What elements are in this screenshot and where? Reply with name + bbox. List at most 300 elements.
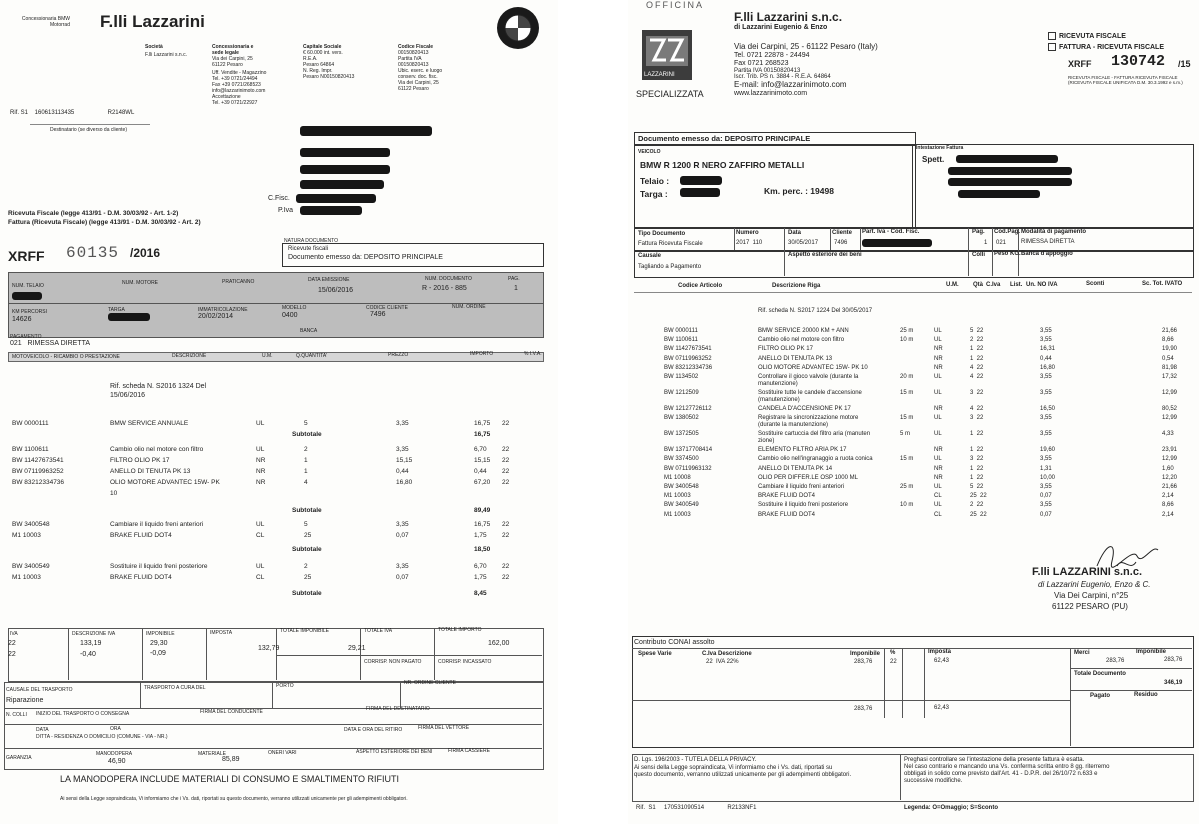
line-total: 12,99 xyxy=(1162,456,1178,463)
line-unit: 1,31 xyxy=(1040,465,1052,472)
pct-value: 22 xyxy=(890,659,897,665)
line-vat: 22 xyxy=(502,574,510,581)
line-total: 1,60 xyxy=(1162,465,1174,472)
line-unit: 0,07 xyxy=(1040,493,1052,500)
h-ordine: NUM. ORDINE xyxy=(452,304,486,310)
line-unit: 3,55 xyxy=(1040,456,1052,463)
veicolo-label: VEICOLO xyxy=(638,149,661,155)
colli-label: N. COLLI xyxy=(6,712,27,718)
line-desc: BRAKE FLUID DOT4 xyxy=(758,511,816,518)
redacted-name xyxy=(300,126,432,136)
causale-label: Causale xyxy=(638,253,662,259)
line-um: UL xyxy=(256,420,265,427)
intestazione-label: Intestazione Fattura xyxy=(916,145,964,151)
line-time: 15 m xyxy=(900,390,914,396)
banca-label: Banca d'appoggio xyxy=(1021,251,1073,257)
line-um: CL xyxy=(256,532,265,539)
line-desc: Sostituire cartuccia del filtro aria (manuten zione) xyxy=(758,431,871,445)
line-qty: Subtotale xyxy=(292,546,322,553)
line-time: 15 m xyxy=(900,456,914,463)
line-qty: 5 xyxy=(304,420,308,427)
line-um: CL xyxy=(934,493,942,500)
line-qty-iva: 2 22 xyxy=(970,502,984,509)
spese-label: Spese Varie xyxy=(638,651,672,657)
line-total: 21,66 xyxy=(1162,484,1178,490)
line-code: M1 10008 xyxy=(664,474,691,481)
ditta-label: DITTA - RESIDENZA O DOMICILIO (COMUNE - VIA - NR.) xyxy=(36,734,168,740)
brand-title: F.lli Lazzarini s.n.c. xyxy=(734,10,843,24)
col-sconti: Sconti xyxy=(1086,281,1105,287)
tel: Tel. 0721 22878 - 24494 xyxy=(734,52,810,59)
h-codpag: Cod.Pag. xyxy=(994,229,1021,235)
line-desc: ANELLO DI TENUTA PK 14 xyxy=(758,465,833,472)
pag-value: 1 xyxy=(984,240,988,246)
line-code: BW 1134502 xyxy=(664,374,699,380)
h-tipo: Tipo Documento xyxy=(638,231,686,237)
line-vat: 22 xyxy=(502,420,510,427)
causale-box xyxy=(634,250,1194,278)
line-total: 8,66 xyxy=(1162,337,1174,344)
h-pagamento: PAGAMENTO xyxy=(10,334,42,340)
h-data: DATA EMISSIONE xyxy=(308,277,350,283)
line-unit: 10,00 xyxy=(1040,474,1056,481)
line-qty-iva: 1 22 xyxy=(970,465,984,472)
line-price: 0,07 xyxy=(396,532,409,539)
capital-label: Capitale Sociale xyxy=(303,44,342,50)
line-time: 15 m xyxy=(900,415,914,422)
line-desc: OLIO PER DIFFER.LE OSP 1000 ML xyxy=(758,474,858,481)
web: www.lazzarinimoto.com xyxy=(734,90,808,97)
line-desc: Cambio olio nell'ingranaggio a ruota conica xyxy=(758,456,873,463)
desc-1: 133,19 xyxy=(80,640,102,647)
imponibile-r-label: Imponibile xyxy=(1136,649,1166,655)
line-total: 0,54 xyxy=(1162,355,1174,362)
line-qty-iva: 1 22 xyxy=(970,474,984,481)
modello-value: 0400 xyxy=(282,312,298,319)
cliente-value: 7496 xyxy=(834,240,848,246)
numdoc-value: R - 2016 - 885 xyxy=(422,285,467,292)
line-desc: Cambio olio nel motore con filtro xyxy=(758,337,845,344)
totdoc-label: Totale Documento xyxy=(1074,671,1126,677)
line-um: UL xyxy=(934,484,942,490)
line-unit: 16,50 xyxy=(1040,406,1056,412)
line-um: NR xyxy=(934,346,943,353)
merci-label: Merci xyxy=(1074,650,1090,656)
dealer-tag: Concessionaria BMW Motorrad xyxy=(21,16,70,28)
natura-value: Ricevute fiscali xyxy=(288,246,329,252)
imp-1: 29,30 xyxy=(150,640,168,647)
h-immatr: IMMATRICOLAZIONE xyxy=(198,307,248,313)
col-um: U.M. xyxy=(262,353,273,359)
line-total: 21,66 xyxy=(1162,328,1178,334)
line-qty: 2 xyxy=(304,446,308,453)
line-total: 17,32 xyxy=(1162,374,1178,380)
line-um: CL xyxy=(256,574,265,581)
h-motore: NUM. MOTORE xyxy=(122,280,159,286)
line-vat: 22 xyxy=(502,446,510,453)
receipt-number: 130742 xyxy=(1111,53,1166,70)
imponibile-value-2: 283,76 xyxy=(854,706,873,712)
line-desc: BRAKE FLUID DOT4 xyxy=(758,493,816,500)
spett-label: Spett. xyxy=(922,155,945,164)
totiva-value: 29,21 xyxy=(348,645,366,652)
causale-label: CAUSALE DEL TRASPORTO xyxy=(6,687,73,693)
company-stamp xyxy=(1032,536,1192,616)
pct-label: % xyxy=(890,650,896,656)
line-code: BW 11427673541 xyxy=(664,346,712,353)
col-qta: Qtà xyxy=(973,282,984,288)
line-vat: 22 xyxy=(502,457,510,464)
line-code: BW 3400548 xyxy=(664,484,699,490)
line-desc: Cambio olio nel motore con filtro xyxy=(110,446,204,453)
immatr-value: 20/02/2014 xyxy=(198,313,234,320)
line-total: 12,20 xyxy=(1162,474,1178,481)
h-telaio: NUM. TELAIO xyxy=(12,283,44,289)
company-label: Società xyxy=(145,44,163,50)
col-importo: IMPORTO xyxy=(470,351,494,357)
line-time: 25 m xyxy=(900,484,914,490)
line-amount: 15,15 xyxy=(474,457,491,464)
tot-h-imposta: IMPOSTA xyxy=(210,630,233,636)
stamp-addr: Via Dei Carpini, n°25 xyxy=(1054,591,1129,600)
line-um: UL xyxy=(934,502,942,509)
line-unit: 0,07 xyxy=(1040,511,1052,518)
brand-title: F.lli Lazzarini xyxy=(100,12,205,31)
receipt-number: 60135 xyxy=(66,244,120,262)
line-um: NR xyxy=(934,474,943,481)
line-code: BW 07119963252 xyxy=(12,468,64,475)
line-desc: BRAKE FLUID DOT4 xyxy=(110,532,172,539)
tot-h-iva: IVA xyxy=(10,631,18,637)
desc-2: -0,40 xyxy=(80,651,96,658)
line-um: UL xyxy=(934,328,942,334)
line-desc: Cambiare il liquido freni anteriori xyxy=(758,484,845,490)
tot-h-desc: DESCRIZIONE IVA xyxy=(72,631,116,637)
line-price: 3,35 xyxy=(396,446,409,453)
line-code: BW 07119963132 xyxy=(664,465,712,472)
line-desc: Controllare il gioco valvole (durante la manutenzione) xyxy=(758,374,859,387)
line-qty: 4 xyxy=(304,479,308,486)
invoice-left xyxy=(0,0,558,824)
line-um: UL xyxy=(934,374,942,380)
pagato-label: Pagato xyxy=(1090,693,1111,699)
line-code: BW 3374500 xyxy=(664,456,699,463)
fiscal-label: Codice Fiscale xyxy=(398,44,434,50)
line-vat: 22 xyxy=(502,532,510,539)
tot-h-totimp: TOTALE IMPONIBILE xyxy=(280,628,329,634)
line-desc: Registrare la sincronizzazione motore (durante la manutenzione) xyxy=(758,415,859,429)
imponibile-value: 283,76 xyxy=(854,659,873,665)
line-um: NR xyxy=(934,406,943,412)
line-qty: 5 xyxy=(304,521,308,528)
corrisp-label: CORRISP. NON PAGATO xyxy=(364,659,422,665)
line-um: CL xyxy=(934,511,942,518)
line-total: 12,99 xyxy=(1162,415,1178,422)
receipt-year: /2016 xyxy=(130,246,161,260)
firma-cassiere-label: FIRMA CASSIERE xyxy=(448,748,490,754)
colli-label: Colli xyxy=(972,252,985,258)
line-desc: ANELLO DI TENUTA PK 13 xyxy=(758,355,833,362)
telaio-label: Telaio : xyxy=(640,176,670,186)
tot-h-totimporto: TOTALE IMPORTO xyxy=(438,627,482,633)
emesso-label: Documento emesso da: DEPOSITO PRINCIPALE xyxy=(288,254,443,261)
line-unit: 3,55 xyxy=(1040,431,1052,438)
firma-cond-label: FIRMA DEL CONDUCENTE xyxy=(200,709,263,715)
line-total: 81,98 xyxy=(1162,364,1178,371)
materiale-label: MATERIALE xyxy=(198,751,226,757)
conai-label: Contributo CONAI assolto xyxy=(634,639,715,646)
redacted-targa xyxy=(680,188,720,197)
line-total: 8,66 xyxy=(1162,502,1174,509)
line-amount: 16,75 xyxy=(474,521,491,528)
piva: Partita IVA 00150820413 xyxy=(734,68,801,74)
fiscal-value: 00150820413 Partita IVA 00150820413 Ubic. eserc. e luogo conserv. doc. fisc. Via dei Carpini, 25 61122 Pesaro xyxy=(398,50,443,92)
line-unit: 19,60 xyxy=(1040,447,1056,454)
data-label: DATA xyxy=(36,727,49,733)
line-price: 0,07 xyxy=(396,574,409,581)
line-price: 3,35 xyxy=(396,563,409,570)
tot-h-totiva: TOTALE IVA xyxy=(364,628,393,634)
line-code: BW 07119963252 xyxy=(664,355,712,362)
modalita-value: RIMESSA DIRETTA xyxy=(1021,239,1075,245)
line-unit: 16,80 xyxy=(1040,364,1056,371)
line-amount: 67,20 xyxy=(474,479,491,486)
h-cliente: Cliente xyxy=(832,230,853,236)
line-code: BW 1100611 xyxy=(12,446,49,453)
natura-label: NATURA DOCUMENTO xyxy=(284,238,338,244)
line-unit: 0,44 xyxy=(1040,355,1052,362)
line-unit: 3,55 xyxy=(1040,390,1052,396)
h-data: Data xyxy=(788,230,802,236)
redacted-line xyxy=(300,165,390,174)
line-um: NR xyxy=(934,447,943,454)
percorsi-value: 14626 xyxy=(12,316,32,323)
codpag-value: 021 xyxy=(996,240,1007,246)
pag-value: 1 xyxy=(514,285,518,292)
line-code: BW 13717708414 xyxy=(664,447,713,454)
line-code: BW 0000111 xyxy=(664,328,698,334)
legal-small: RICEVUTA FISCALE - FATTURA RICEVUTA FISCALE (RICEVUTA FISCALE UNIFICATA D.M. 30.3.1992 e s.m.) xyxy=(1068,75,1183,85)
line-unit: 3,55 xyxy=(1040,502,1052,509)
imposta-value: 62,43 xyxy=(934,658,950,664)
fax: Fax 0721 268523 xyxy=(734,60,789,67)
manodopera-label: MANODOPERA xyxy=(96,751,133,757)
line-amount: 18,50 xyxy=(474,546,491,553)
h-numero: Numero xyxy=(736,230,759,236)
inizio-label: INIZIO DEL TRASPORTO O CONSEGNA xyxy=(36,711,130,717)
line-vat: 22 xyxy=(502,521,510,528)
totdoc-value: 346,19 xyxy=(1164,680,1183,686)
line-um: UL xyxy=(256,446,265,453)
redacted-line xyxy=(300,180,384,189)
line-um: UL xyxy=(256,521,265,528)
line-code: BW 83212334736 xyxy=(664,364,713,371)
imponibile-label: Imponibile xyxy=(850,651,880,657)
fattura-checkbox[interactable]: FATTURA - RICEVUTA FISCALE xyxy=(1048,43,1164,52)
line-amount: 16,75 xyxy=(474,431,491,438)
line-um: UL xyxy=(256,563,265,570)
h-pratica: PRATICANNO xyxy=(222,279,255,285)
col-un: Un. NO IVA xyxy=(1026,282,1058,288)
line-qty-iva: 25 22 xyxy=(970,511,987,518)
rif-line: Rif. S1 160613113435 R2148WL xyxy=(10,110,135,116)
redacted-address xyxy=(948,178,1072,186)
line-code: BW 83212334736 xyxy=(12,479,65,486)
line-desc: Sostituire il liquido freni posteriore xyxy=(110,563,208,570)
line-amount: 89,49 xyxy=(474,507,491,514)
targa-label: Targa : xyxy=(640,189,668,199)
line-time: 5 m xyxy=(900,431,911,438)
line-desc: FILTRO OLIO PK 17 xyxy=(110,457,170,464)
line-code: BW 1212509 xyxy=(664,390,699,396)
line-um: UL xyxy=(934,390,942,396)
redacted-cfisc xyxy=(296,194,376,203)
redacted-piva xyxy=(300,206,362,215)
totimp-value: 132,79 xyxy=(258,645,280,652)
line-vat: 22 xyxy=(502,479,510,486)
line-price: 3,35 xyxy=(396,420,409,427)
line-price: 15,15 xyxy=(396,457,413,464)
line-qty-iva: 1 22 xyxy=(970,346,984,353)
col-descrizione: Descrizione Riga xyxy=(772,283,821,289)
line-code: M1 10003 xyxy=(664,511,691,518)
line-qty: 2 xyxy=(304,563,308,570)
h-pag: PAG. xyxy=(508,276,520,282)
redacted-telaio xyxy=(680,176,722,185)
privacy-note: Ai sensi della Legge sopraindicata, Vi informiamo che i Vs. dati, riportati su questo documento, verranno utilizzati unicamente per gli adempimenti obbligatori. xyxy=(60,796,408,802)
line-time: 10 m xyxy=(900,337,914,344)
line-unit: 3,55 xyxy=(1040,328,1052,334)
data-value: 30/05/2017 xyxy=(788,240,819,246)
line-total: 12,99 xyxy=(1162,390,1178,396)
col-civa: C.Iva xyxy=(986,282,1001,288)
address: Via dei Carpini, 25 - 61122 Pesaro (Italy) xyxy=(734,42,878,51)
office-value: Via dei Carpini, 25 61122 Pesaro xyxy=(212,56,253,68)
line-um: NR xyxy=(256,479,266,486)
note-text: Preghasi controllare se l'intestazione della presente fattura è esatta. Nel caso contrario e mancando una Vs. conferma scritta entro 8 gg. riterremo obbligati in solido come previsto dall'Art. 41 - D.P.R. del 26/10/72 n.633 e successive modifiche. xyxy=(904,757,1110,784)
ricevuta-checkbox[interactable]: RICEVUTA FISCALE xyxy=(1048,32,1126,41)
line-amount: 6,70 xyxy=(474,446,487,453)
line-qty-iva: 25 22 xyxy=(970,493,987,500)
line-price: 0,44 xyxy=(396,468,409,475)
merci-value: 283,76 xyxy=(1106,658,1125,664)
incassato-label: CORRISP. INCASSATO xyxy=(438,659,492,665)
line-vat: 22 xyxy=(502,563,510,570)
line-price: 3,35 xyxy=(396,521,409,528)
tipo-value: Fattura Ricevuta Fiscale xyxy=(638,241,703,247)
line-code: M1 10003 xyxy=(664,493,691,500)
redacted-line xyxy=(300,148,390,157)
line-time: 20 m xyxy=(900,374,914,380)
line-unit: 3,55 xyxy=(1040,374,1052,380)
h-targa: TARGA xyxy=(108,307,125,313)
line-desc: BRAKE FLUID DOT4 xyxy=(110,574,172,581)
aspetto-label: Aspetto esteriore dei beni xyxy=(788,252,862,258)
civa-label: C.Iva Descrizione xyxy=(702,651,752,657)
owners: di Lazzarini Eugenio & Enzo xyxy=(734,24,828,31)
stamp-city: 61122 PESARO (PU) xyxy=(1052,602,1128,611)
line-qty: Subtotale xyxy=(292,507,322,514)
line-um: UL xyxy=(934,415,942,422)
redacted-partiva xyxy=(862,239,932,247)
ora-label: ORA xyxy=(110,726,121,732)
line-code: BW 12127726112 xyxy=(664,406,712,412)
line-qty-iva: 1 22 xyxy=(970,431,984,438)
line-total: 19,90 xyxy=(1162,346,1178,353)
porto-label: PORTO xyxy=(276,683,294,689)
col-tot: Sc. Tot. IVATO xyxy=(1142,281,1183,287)
imposta-label: Imposta xyxy=(928,649,952,655)
line-qty-iva: 3 22 xyxy=(970,390,984,396)
line-code: BW 1380502 xyxy=(664,415,699,422)
veicolo-value: BMW R 1200 R NERO ZAFFIRO METALLI xyxy=(640,160,805,170)
tot-h-imp: IMPONIBILE xyxy=(146,631,175,637)
line-desc: BMW SERVICE 20000 KM + ANN xyxy=(758,328,849,334)
line-desc: ANELLO DI TENUTA PK 13 xyxy=(110,468,191,475)
line-qty: 25 xyxy=(304,574,312,581)
manodopera-value: 46,90 xyxy=(108,758,126,765)
line-unit: 3,55 xyxy=(1040,484,1052,490)
col-motoveicolo: MOTOVEICOLO - RICAMBIO O PRESTAZIONE xyxy=(12,354,120,360)
officina-label: OFFICINA xyxy=(646,0,704,10)
stamp-owners: di Lazzarini Eugenio, Enzo & C. xyxy=(1038,580,1151,589)
bmw-logo-icon xyxy=(496,6,540,50)
iva-1: 22 xyxy=(8,640,16,647)
causale-value: Riparazione xyxy=(6,697,44,704)
line-total: 80,52 xyxy=(1162,406,1178,412)
ordine-cliente-label: NR. ORDINE CLIENTE xyxy=(404,680,456,686)
h-pag: Pag. xyxy=(972,229,985,235)
privacy-text: Ai sensi della Legge sopraindicata, Vi informiamo che i Vs. dati, riportati su questo documento, verranno utilizzati unicamente per gli adempimenti obbligatori. xyxy=(634,765,852,778)
privacy-title: D. Lgs. 196/2003 - TUTELA DELLA PRIVACY. xyxy=(634,757,757,763)
line-code: BW 3400549 xyxy=(12,563,50,570)
iva-2: 22 xyxy=(8,651,16,658)
line-qty: Subtotale xyxy=(292,590,322,597)
line-price: 16,80 xyxy=(396,479,413,486)
line-qty-iva: 2 22 xyxy=(970,337,984,344)
specializzata-label: SPECIALIZZATA xyxy=(636,89,704,99)
h-partiva: Part. Iva - Cod. Fisc. xyxy=(862,229,920,235)
office-sales: Uff. Vendite - Magazzino Tel. +39 0721/24494 Fax +39 0721/268523 info@lazzarinimoto.com Accettazione Tel. +39 0721/22927 xyxy=(212,70,267,106)
line-desc: 10 xyxy=(110,490,118,497)
xrff-label: XRFF xyxy=(8,248,45,264)
data-value: 15/06/2016 xyxy=(318,287,354,294)
line-desc: FILTRO OLIO PK 17 xyxy=(758,346,813,353)
causale-value: Tagliando a Pagamento xyxy=(638,264,702,270)
line-desc: ELEMENTO FILTRO ARIA PK 17 xyxy=(758,447,847,454)
fattura-label: Fattura (Ricevuta Fiscale) (legge 413/91 - D.M. 30/03/92 - Art. 2) xyxy=(8,219,201,226)
garanzia-label: GARANZIA xyxy=(6,755,32,761)
h-banca: BANCA xyxy=(300,328,318,334)
line-vat: 22 xyxy=(502,468,510,475)
col-list: List. xyxy=(1010,282,1023,288)
line-um: NR xyxy=(934,355,943,362)
imposta-value-2: 62,43 xyxy=(934,705,950,711)
line-qty: 25 xyxy=(304,532,312,539)
vat-desc: 22 IVA 22% xyxy=(706,659,739,665)
line-amount: 6,70 xyxy=(474,563,487,570)
col-iva: % I.V.A. xyxy=(524,351,542,357)
totale-value: 162,00 xyxy=(488,640,510,647)
oneri-label: ONERI VARI xyxy=(268,750,297,756)
h-modalita: Modalità di pagamento xyxy=(1021,229,1087,235)
line-qty: Subtotale xyxy=(292,431,322,438)
line-code: BW 0000111 xyxy=(12,420,49,427)
line-amount: 0,44 xyxy=(474,468,487,475)
numero-value: 2017 110 xyxy=(736,240,763,246)
destinatario-label: Destinatario (se diverso da cliente) xyxy=(50,127,127,133)
redacted-city xyxy=(958,190,1040,198)
